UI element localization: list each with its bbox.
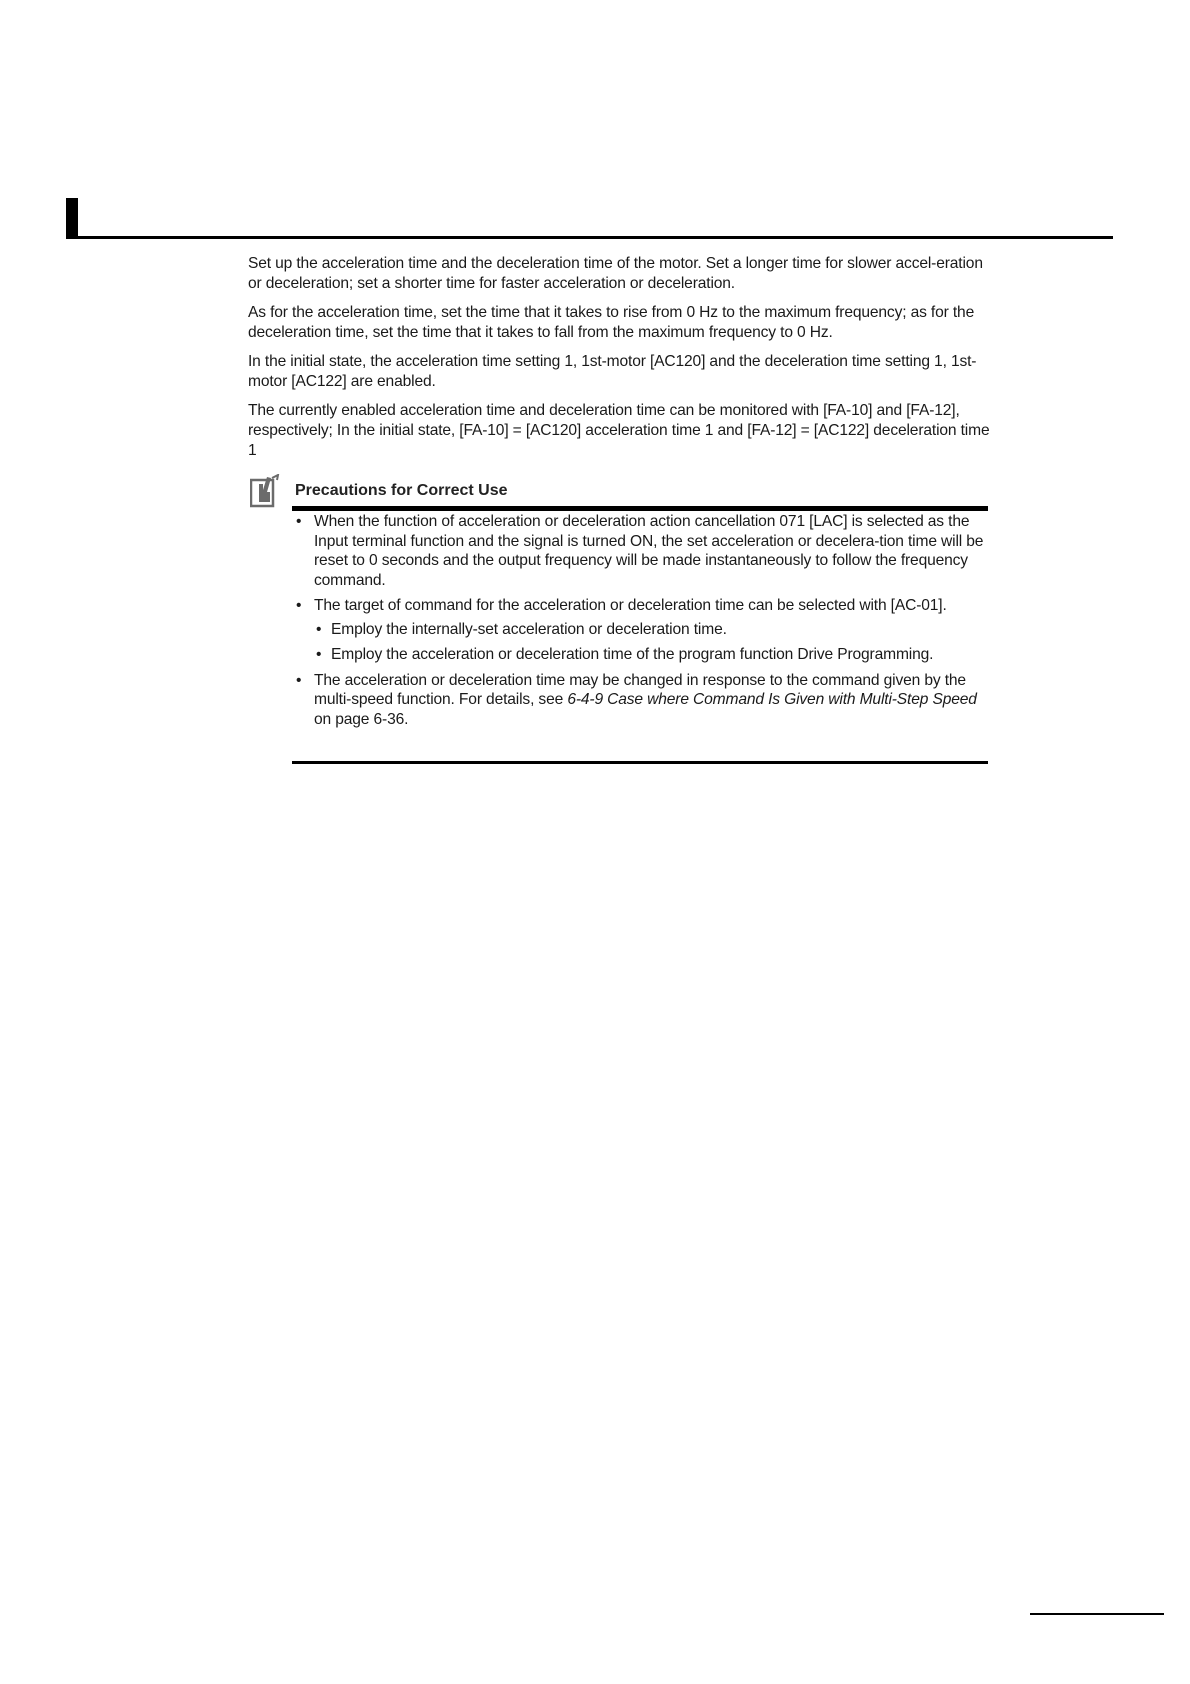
precaution-text: The target of command for the acceleration or deceleration time can be selected with [AC-01]. [314,597,947,614]
precautions-list [248,512,988,729]
precaution-text: When the function of acceleration or deceleration action cancellation 071 [LAC] is selected as the Input terminal function and the signal is turned ON, the set acceleration or decelera-tion time will be reset to 0 seconds and the output frequency will be made instantaneously to follow the frequency command. [314,513,984,589]
precaution-item-multi-speed [292,671,988,730]
bullet: • [316,620,322,638]
precaution-item-lac [292,512,988,590]
paragraph-initial-state: In the initial state, the acceleration time setting 1, 1st-motor [AC120] and the deceleration time setting 1, 1st-motor [AC122] are enabled. [248,353,977,390]
precaution-text-after: on page 6-36. [314,710,409,728]
sub-item-text: Employ the internally-set acceleration or deceleration time. [331,620,727,638]
precaution-sub-list [314,620,988,665]
sub-item-text: Employ the acceleration or deceleration time of the program function Drive Programming. [331,646,934,663]
precautions-header [248,472,988,512]
section-heading-rule [66,236,1113,239]
bullet: • [296,513,302,530]
precautions-bottom-rule [292,761,988,764]
paragraph-monitoring: The currently enabled acceleration time and deceleration time can be monitored with [FA-10] and [FA-12], respectively; In the initial state, [FA-10] = [AC120] acceleration time 1 and [FA-12] = [AC122] deceleration time 1 [248,402,990,459]
paragraph-intro: Set up the acceleration time and the deceleration time of the motor. Set a longer time for slower accel-eration or deceleration; set a shorter time for faster acceleration or deceleration. [248,255,983,292]
sub-item-drive-programming [314,645,988,665]
footer-rule [1030,1613,1164,1615]
bullet: • [316,646,322,663]
paragraph-acceleration-definition: As for the acceleration time, set the time that it takes to rise from 0 Hz to the maximum frequency; as for the deceleration time, set the time that it takes to fall from the maximum frequency to 0 Hz. [248,304,975,341]
cross-reference-link[interactable]: 6-4-9 Case where Command Is Given with Multi-Step Speed [567,691,977,708]
precaution-text-before: The acceleration or deceleration time may be changed in response to the command given by the multi-speed function. For details, see [314,671,966,708]
body-text [248,254,996,470]
precautions-hand-icon [250,474,282,508]
bullet: • [296,671,302,689]
precautions-box [248,472,988,735]
bullet: • [296,597,302,614]
precautions-top-rule [292,506,988,511]
precaution-item-target-command [292,596,988,665]
precautions-title: Precautions for Correct Use [295,482,508,499]
section-heading-marker [66,198,78,238]
sub-item-internal [314,620,988,640]
